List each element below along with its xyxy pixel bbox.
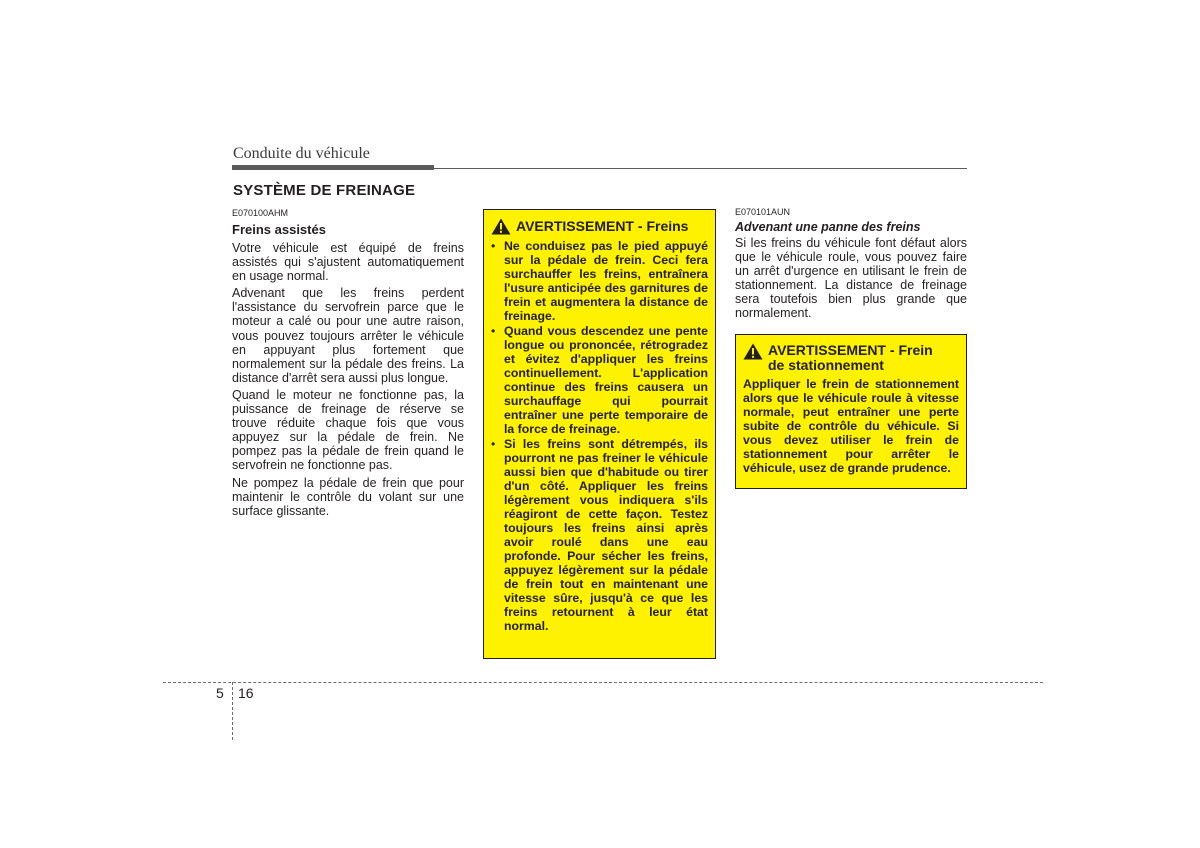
- list-item: • Ne conduisez pas le pied appuyé sur la pédale de frein. Ceci fera surchauffer les freins, entraînera l'usure anticipée des garnitures de frein et augmentera la distance de freinage.: [491, 239, 708, 323]
- warning-box-parking: [735, 334, 967, 489]
- warning-label: AVERTISSEMENT: [768, 342, 886, 358]
- paragraph: Quand le moteur ne fonctionne pas, la puissance de freinage de réserve se trouve réduite chaque fois que vous appuyez sur la pédale de frein. Ne pompez pas la pédale de frein quand le servofrein ne fonctionne pas.: [232, 387, 464, 473]
- section-code: E070100AHM: [232, 208, 289, 218]
- warning-label: AVERTISSEMENT: [516, 218, 634, 234]
- subsection-title: Advenant une panne des freins: [735, 220, 921, 234]
- warning-triangle-icon: [491, 218, 511, 235]
- warning-header: [743, 343, 959, 373]
- subsection-title: Freins assistés: [232, 222, 326, 237]
- chapter-title: Conduite du véhicule: [233, 145, 370, 162]
- footer-rule: [163, 682, 1043, 683]
- warning-topic-line2: de stationnement: [768, 357, 884, 373]
- warning-box-brakes: [483, 209, 716, 659]
- page-number: 16: [238, 685, 254, 701]
- warning-topic: Freins: [646, 218, 689, 234]
- warning-header: [491, 218, 708, 235]
- footer-divider: [232, 682, 233, 740]
- paragraph: Ne pompez la pédale de frein que pour maintenir le contrôle du volant sur une surface glissante.: [232, 475, 464, 518]
- warning-topic: Frein: [898, 342, 933, 358]
- warning-separator: -: [885, 342, 899, 358]
- warning-triangle-icon: [743, 343, 763, 360]
- section-title: SYSTÈME DE FREINAGE: [233, 182, 416, 199]
- list-item: • Quand vous descendez une pente longue ou prononcée, rétrogradez et évitez d'appliquer les freins continuellement. L'application continue des freins causera un surchauffage qui pourrait entraîner une perte temporaire de la force de freinage.: [491, 324, 708, 436]
- right-column: [735, 207, 967, 324]
- header-bar: [232, 165, 434, 170]
- warning-separator: -: [633, 218, 647, 234]
- warning-text: Appliquer le frein de stationnement alors que le véhicule roule à vitesse normale, peut entraîner une perte subite de contrôle du véhicule. Si vous devez utiliser le frein de stationnement pour arrêter le véhicule, usez de grande prudence.: [743, 377, 959, 475]
- section-code: E070101AUN: [735, 207, 791, 217]
- paragraph: Si les freins du véhicule font défaut alors que le véhicule roule, vous pouvez faire un arrêt d'urgence en utilisant le frein de stationnement. La distance de freinage sera toutefois bien plus grande que normalement.: [735, 236, 967, 321]
- warning-list: [491, 239, 708, 633]
- list-item: • Si les freins sont détrempés, ils pourront ne pas freiner le véhicule aussi bien que d'habitude ou tirer d'un côté. Appliquer les freins légèrement vous indiquera s'ils réagiront de cette façon. Testez toujours les freins ainsi après avoir roulé dans une eau profonde. Pour sécher les freins, appuyez légèrement sur la pédale de frein tout en maintenant une vitesse sûre, jusqu'à ce que les freins retournent à leur état normal.: [491, 437, 708, 633]
- warning-title: [768, 343, 933, 373]
- paragraph: Advenant que les freins perdent l'assistance du servofrein parce que le moteur a calé ou pour une autre raison, vous pouvez toujours arrêter le véhicule en appuyant plus fortement que normalement sur la pédale des freins. La distance d'arrêt sera aussi plus longue.: [232, 286, 464, 385]
- chapter-number: 5: [216, 685, 224, 701]
- warning-title: [516, 218, 688, 234]
- paragraph: Votre véhicule est équipé de freins assistés qui s'ajustent automatiquement en usage normal.: [232, 241, 464, 284]
- header-rule: [434, 168, 967, 169]
- left-column: [232, 208, 464, 521]
